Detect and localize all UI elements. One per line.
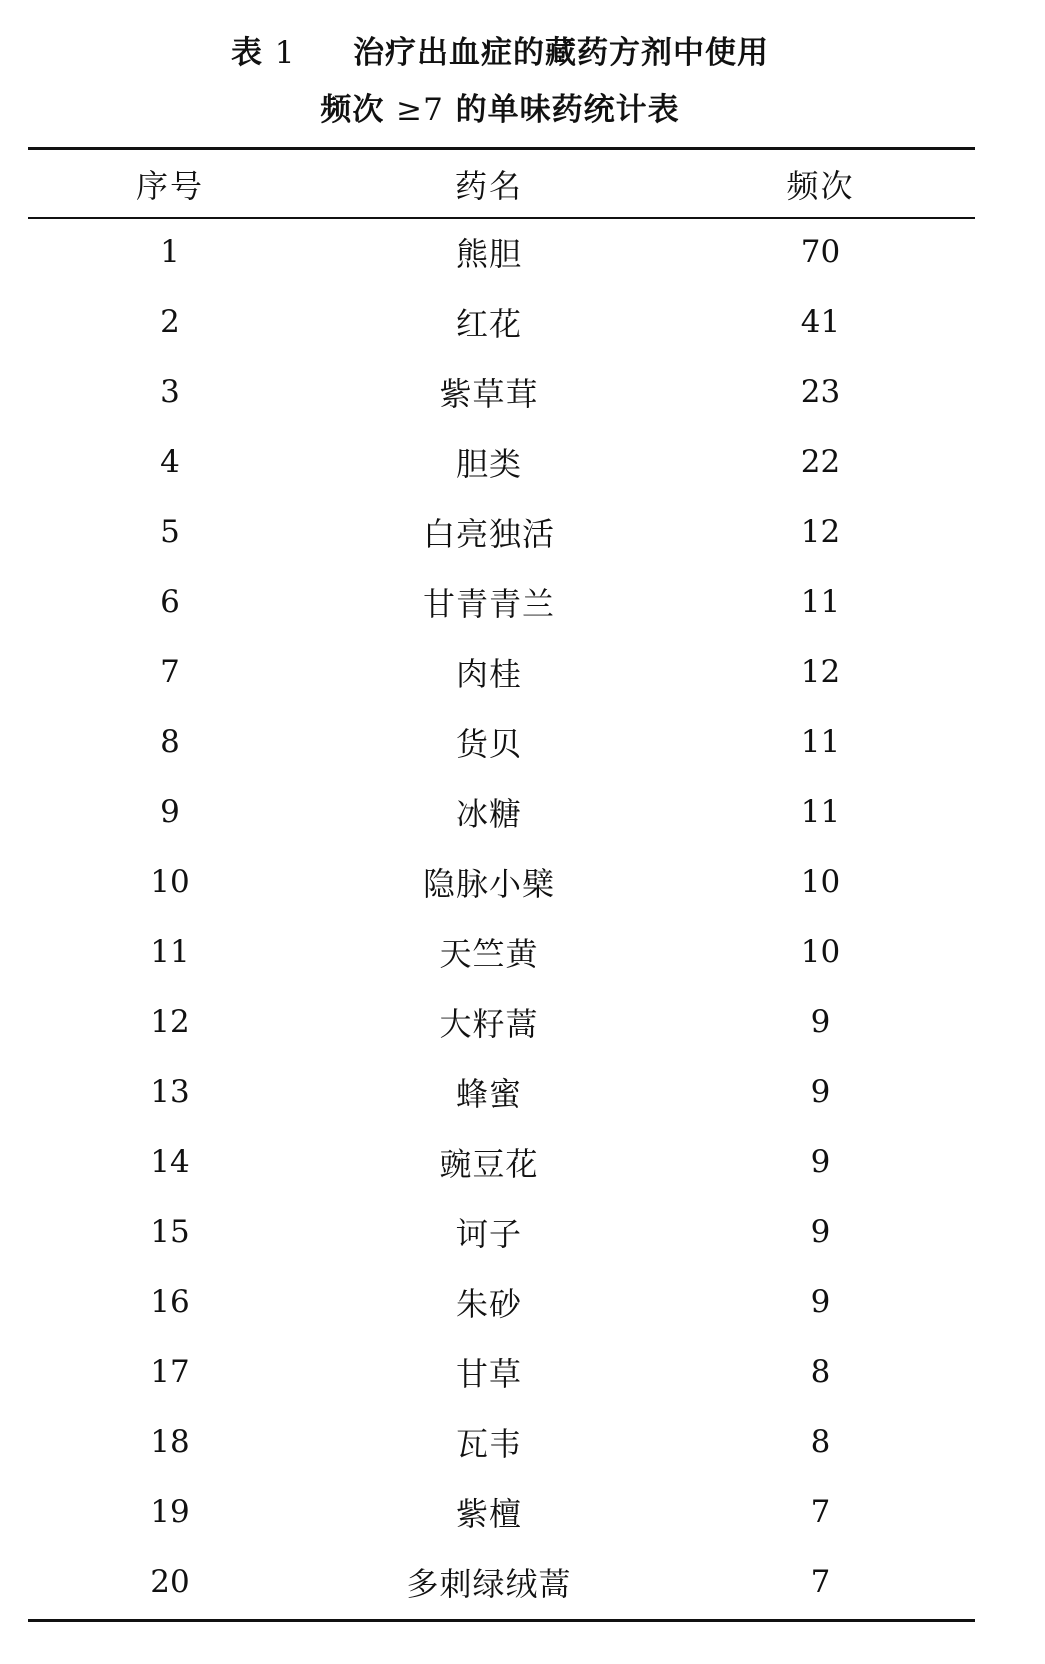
table-row — [28, 287, 975, 357]
table-row — [28, 1267, 975, 1337]
table-row — [28, 567, 975, 637]
cell-number: 13 — [150, 1074, 190, 1110]
cell-number: 7 — [160, 654, 180, 690]
table-row — [28, 1057, 975, 1127]
table-row — [28, 427, 975, 497]
herb-frequency-table — [28, 150, 975, 1617]
cell-number: 11 — [150, 934, 190, 970]
cell-herb-name: 瓦韦 — [455, 1425, 522, 1463]
cell-frequency: 70 — [800, 234, 841, 270]
cell-herb-name: 甘草 — [455, 1355, 522, 1393]
cell-frequency: 9 — [810, 1214, 831, 1250]
column-header-herb-name: 药名 — [454, 166, 523, 205]
cell-frequency: 12 — [800, 514, 841, 550]
cell-number: 12 — [150, 1004, 190, 1040]
column-header-number: 序号 — [135, 166, 204, 205]
cell-frequency: 9 — [810, 1284, 831, 1320]
cell-frequency: 10 — [800, 864, 841, 900]
cell-herb-name: 胆类 — [455, 445, 522, 483]
cell-herb-name: 朱砂 — [455, 1285, 522, 1323]
cell-herb-name: 紫草茸 — [439, 375, 539, 413]
table-row — [28, 637, 975, 707]
cell-number: 3 — [160, 374, 180, 410]
caption-title-part-2: 的单味药统计表 — [455, 92, 680, 128]
cell-herb-name: 诃子 — [455, 1215, 522, 1253]
table-row — [28, 707, 975, 777]
table-row — [28, 917, 975, 987]
cell-number: 20 — [150, 1564, 190, 1600]
cell-frequency: 12 — [800, 654, 841, 690]
cell-number: 4 — [160, 444, 180, 480]
cell-number: 1 — [160, 234, 180, 270]
caption-title-part-1: 频次 — [320, 92, 385, 128]
table-row — [28, 1407, 975, 1477]
cell-number: 18 — [150, 1424, 190, 1460]
caption-prefix: 表 — [230, 35, 263, 71]
cell-number: 16 — [150, 1284, 190, 1320]
cell-herb-name: 甘青青兰 — [422, 585, 555, 623]
caption-threshold: ≥7 — [396, 92, 444, 128]
cell-frequency: 11 — [800, 584, 841, 620]
table-row — [28, 1337, 975, 1407]
cell-herb-name: 大籽蒿 — [439, 1005, 539, 1043]
cell-frequency: 8 — [810, 1424, 831, 1460]
cell-frequency: 9 — [810, 1004, 831, 1040]
cell-herb-name: 紫檀 — [455, 1495, 522, 1533]
cell-frequency: 7 — [810, 1564, 831, 1600]
cell-frequency: 10 — [800, 934, 841, 970]
table-row — [28, 1547, 975, 1617]
cell-number: 2 — [160, 304, 180, 340]
cell-herb-name: 红花 — [455, 305, 522, 343]
cell-herb-name: 豌豆花 — [439, 1145, 539, 1183]
cell-herb-name: 货贝 — [455, 725, 522, 763]
table-row — [28, 1127, 975, 1197]
cell-number: 8 — [160, 724, 180, 760]
cell-number: 5 — [160, 514, 180, 550]
cell-frequency: 23 — [800, 374, 841, 410]
table-row — [28, 217, 975, 287]
cell-frequency: 11 — [800, 794, 841, 830]
cell-herb-name: 多刺绿绒蒿 — [406, 1565, 572, 1603]
cell-frequency: 22 — [800, 444, 841, 480]
table-bottom-rule — [28, 1619, 975, 1622]
table-row — [28, 497, 975, 567]
cell-frequency: 9 — [810, 1144, 831, 1180]
caption-title: 治疗出血症的藏药方剂中使用 — [353, 35, 770, 71]
cell-herb-name: 熊胆 — [455, 235, 522, 273]
cell-frequency: 11 — [800, 724, 841, 760]
cell-number: 14 — [150, 1144, 190, 1180]
table-row — [28, 777, 975, 847]
cell-number: 17 — [150, 1354, 190, 1390]
cell-number: 9 — [160, 794, 180, 830]
table-row — [28, 1197, 975, 1267]
cell-number: 19 — [150, 1494, 190, 1530]
cell-herb-name: 天竺黄 — [439, 935, 539, 973]
table-row — [28, 1477, 975, 1547]
cell-number: 10 — [150, 864, 190, 900]
cell-frequency: 41 — [800, 304, 841, 340]
cell-herb-name: 隐脉小檗 — [422, 865, 555, 903]
cell-herb-name: 肉桂 — [455, 655, 522, 693]
cell-frequency: 9 — [810, 1074, 831, 1110]
table-caption-line-2 — [0, 90, 1000, 130]
table-row — [28, 987, 975, 1057]
cell-herb-name: 冰糖 — [455, 795, 522, 833]
table-header-row — [28, 150, 975, 217]
cell-frequency: 8 — [810, 1354, 831, 1390]
cell-number: 15 — [150, 1214, 190, 1250]
caption-table-number: 1 — [274, 35, 296, 71]
table-row — [28, 847, 975, 917]
cell-number: 6 — [160, 584, 180, 620]
cell-frequency: 7 — [810, 1494, 831, 1530]
cell-herb-name: 白亮独活 — [422, 515, 555, 553]
column-header-frequency: 频次 — [786, 166, 855, 205]
table-caption-line-1 — [0, 33, 1000, 73]
cell-herb-name: 蜂蜜 — [455, 1075, 522, 1113]
table-row — [28, 357, 975, 427]
